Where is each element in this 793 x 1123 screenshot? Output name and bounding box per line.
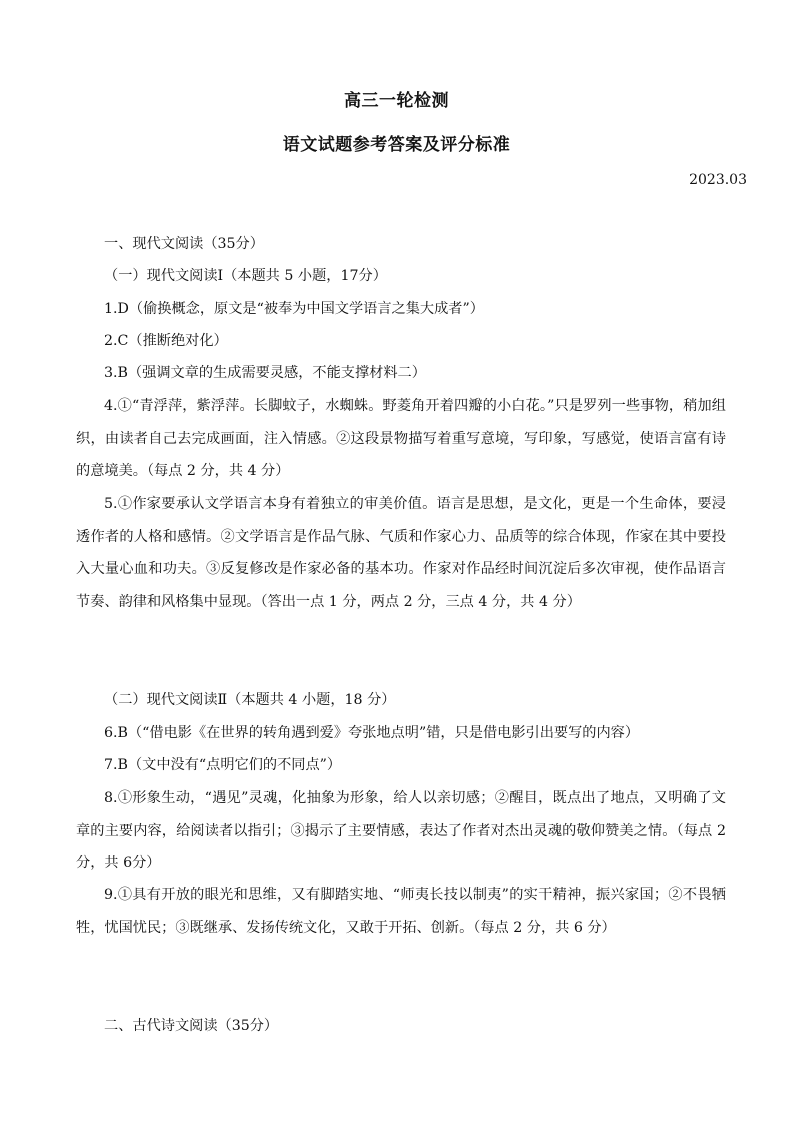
- answer-q5: 5.①作家要承认文学语言本身有着独立的审美价值。语言是思想，是文化，更是一个生命体，要浸透作者的人格和感情。②文学语言是作品气脉、气质和作家心力、品质等的综合体现，作家在其中要投入大量心血和功夫。③反复修改是作家必备的基本功。作家对作品经时间沉淀后多次审视，使作品语言节奏、韵律和风格集中显现。（答出一点 1 分，两点 2 分，三点 4 分，共 4 分）: [76, 496, 726, 610]
- answer-q2: 2.C（推断绝对化）: [104, 333, 228, 349]
- answer-q7: 7.B（文中没有“点明它们的不同点”）: [104, 757, 342, 773]
- answer-q4: 4.①“青浮萍，紫浮萍。长脚蚊子，水蜘蛛。野菱角开着四瓣的小白花。”只是罗列一些事物，稍加组织，由读者自己去完成画面，注入情感。②这段景物描写着重写意境，写印象，写感觉，使语言富有诗的意境美。（每点 2 分，共 4 分）: [76, 398, 726, 479]
- exam-date: 2023.03: [689, 172, 747, 188]
- section-heading-modern-reading: 一、现代文阅读（35分）: [104, 236, 264, 252]
- answer-q1: 1.D（偷换概念，原文是“被奉为中国文学语言之集大成者”）: [104, 301, 484, 317]
- section-heading-classical-reading: 二、古代诗文阅读（35分）: [104, 1018, 279, 1034]
- answer-q8: 8.①形象生动，“遇见”灵魂，化抽象为形象，给人以亲切感；②醒目，既点出了地点，又明确了文章的主要内容，给阅读者以指引；③揭示了主要情感，表达了作者对杰出灵魂的敬仰赞美之情。（每点 2分，共 6分）: [76, 790, 726, 871]
- part-heading-modern-reading-1: （一）现代文阅读Ⅰ（本题共 5 小题，17分）: [104, 268, 387, 284]
- answer-q9: 9.①具有开放的眼光和思维，又有脚踏实地、“师夷长技以制夷”的实干精神，振兴家国；②不畏牺牲，忧国忧民；③既继承、发扬传统文化，又敢于开拓、创新。（每点 2 分，共 6 分）: [76, 887, 726, 936]
- part-heading-modern-reading-2: （二）现代文阅读Ⅱ（本题共 4 小题，18 分）: [104, 692, 396, 708]
- page-subtitle: 语文试题参考答案及评分标准: [282, 135, 511, 155]
- page-title: 高三一轮检测: [344, 91, 449, 111]
- answer-q3: 3.B（强调文章的生成需要灵感，不能支撑材料二）: [104, 365, 426, 381]
- answer-q6: 6.B（“借电影《在世界的转角遇到爱》夸张地点明”错，只是借电影引出要写的内容）: [104, 725, 640, 741]
